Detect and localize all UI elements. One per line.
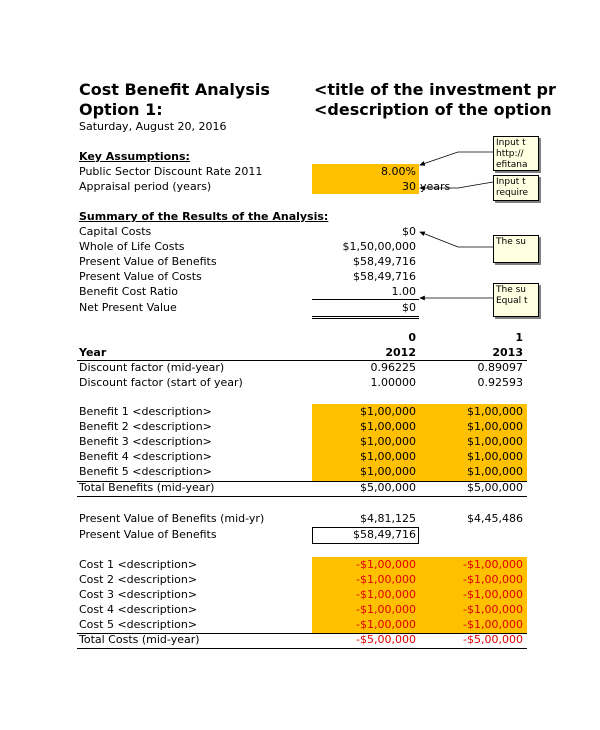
cost-input[interactable]: -$1,00,000: [356, 603, 416, 616]
investment-title[interactable]: <title of the investment pr: [314, 80, 556, 99]
summary-label-whole-of-life-costs: Whole of Life Costs: [79, 240, 185, 253]
discount-mid-label: Discount factor (mid-year): [79, 361, 225, 374]
period-index-1: 1: [515, 331, 523, 344]
cost-input[interactable]: -$1,00,000: [463, 618, 523, 631]
cost-input[interactable]: -$1,00,000: [356, 588, 416, 601]
benefit-label: Benefit 1 <description>: [79, 405, 212, 418]
comment-line: Equal t: [496, 296, 528, 306]
cost-label: Cost 1 <description>: [79, 558, 198, 571]
appraisal-period-label: Appraisal period (years): [79, 180, 212, 193]
cost-input[interactable]: -$1,00,000: [356, 558, 416, 571]
cost-input[interactable]: -$1,00,000: [463, 558, 523, 571]
benefit-input[interactable]: $1,00,000: [360, 450, 416, 463]
cost-input[interactable]: -$1,00,000: [356, 618, 416, 631]
discount-mid-1: 0.89097: [477, 361, 523, 374]
arrow-discount-rate: [420, 152, 493, 165]
total-costs-0: -$5,00,000: [356, 633, 416, 646]
arrow-appraisal-period: [420, 182, 493, 188]
benefit-input[interactable]: $1,00,000: [360, 435, 416, 448]
summary-label-capital-costs: Capital Costs: [79, 225, 152, 238]
summary-value-bcr: 1.00: [391, 285, 416, 298]
benefit-label: Benefit 5 <description>: [79, 465, 212, 478]
option-description[interactable]: <description of the option: [314, 100, 552, 119]
period-index-0: 0: [408, 331, 416, 344]
pv-benefits-mid-1: $4,45,486: [467, 512, 523, 525]
summary-value-pv-benefits: $58,49,716: [353, 255, 416, 268]
comment-line: The su: [496, 237, 526, 247]
summary-value-npv: $0: [402, 301, 416, 314]
discount-start-0: 1.00000: [370, 376, 416, 389]
summary-label-bcr: Benefit Cost Ratio: [79, 285, 178, 298]
summary-heading: Summary of the Results of the Analysis:: [79, 210, 329, 223]
year-value-1: 2013: [492, 346, 523, 359]
pv-benefits-label: Present Value of Benefits: [79, 528, 217, 541]
pv-benefits-mid-label: Present Value of Benefits (mid-yr): [79, 512, 265, 525]
summary-value-capital-costs: $0: [402, 225, 416, 238]
discount-start-label: Discount factor (start of year): [79, 376, 243, 389]
key-assumptions-heading: Key Assumptions:: [79, 150, 190, 163]
sheet-title: Cost Benefit Analysis: [79, 80, 270, 99]
benefit-input[interactable]: $1,00,000: [360, 405, 416, 418]
discount-rate-input[interactable]: 8.00%: [381, 165, 416, 178]
discount-mid-0: 0.96225: [370, 361, 416, 374]
cost-input[interactable]: -$1,00,000: [356, 573, 416, 586]
benefit-input[interactable]: $1,00,000: [467, 450, 523, 463]
comment-line: http://: [496, 149, 524, 159]
benefit-label: Benefit 2 <description>: [79, 420, 212, 433]
comment-line: Input t: [496, 177, 526, 187]
summary-label-npv: Net Present Value: [79, 301, 177, 314]
benefit-input[interactable]: $1,00,000: [467, 435, 523, 448]
total-benefits-label: Total Benefits (mid-year): [79, 481, 215, 494]
comment-line: efitana: [496, 160, 528, 170]
benefit-input[interactable]: $1,00,000: [360, 420, 416, 433]
total-costs-label: Total Costs (mid-year): [79, 633, 200, 646]
benefit-label: Benefit 3 <description>: [79, 435, 212, 448]
cost-input[interactable]: -$1,00,000: [463, 603, 523, 616]
summary-value-pv-costs: $58,49,716: [353, 270, 416, 283]
cost-input[interactable]: -$1,00,000: [463, 588, 523, 601]
discount-start-1: 0.92593: [477, 376, 523, 389]
cost-input[interactable]: -$1,00,000: [463, 573, 523, 586]
pv-benefits-value: $58,49,716: [353, 528, 416, 541]
summary-value-whole-of-life-costs: $1,50,00,000: [342, 240, 416, 253]
option-label: Option 1:: [79, 100, 163, 119]
discount-rate-label: Public Sector Discount Rate 2011: [79, 165, 263, 178]
comment-line: require: [496, 188, 528, 198]
costs-total-underline: [77, 648, 527, 649]
summary-label-pv-benefits: Present Value of Benefits: [79, 255, 217, 268]
comment-line: The su: [496, 285, 526, 295]
cost-label: Cost 5 <description>: [79, 618, 198, 631]
year-value-0: 2012: [385, 346, 416, 359]
year-label: Year: [79, 346, 107, 359]
summary-label-pv-costs: Present Value of Costs: [79, 270, 202, 283]
benefit-label: Benefit 4 <description>: [79, 450, 212, 463]
total-benefits-1: $5,00,000: [467, 481, 523, 494]
benefit-input[interactable]: $1,00,000: [467, 465, 523, 478]
comment-line: Input t: [496, 138, 526, 148]
cost-label: Cost 4 <description>: [79, 603, 198, 616]
arrow-whole-of-life: [420, 232, 493, 247]
total-benefits-0: $5,00,000: [360, 481, 416, 494]
cost-label: Cost 3 <description>: [79, 588, 198, 601]
pv-benefits-mid-0: $4,81,125: [360, 512, 416, 525]
cost-label: Cost 2 <description>: [79, 573, 198, 586]
benefit-input[interactable]: $1,00,000: [467, 420, 523, 433]
benefits-total-underline: [77, 496, 527, 497]
appraisal-period-input[interactable]: 30: [402, 180, 416, 193]
benefit-input[interactable]: $1,00,000: [467, 405, 523, 418]
appraisal-period-unit: years: [420, 180, 451, 193]
total-costs-1: -$5,00,000: [463, 633, 523, 646]
benefit-input[interactable]: $1,00,000: [360, 465, 416, 478]
report-date: Saturday, August 20, 2016: [79, 120, 227, 133]
